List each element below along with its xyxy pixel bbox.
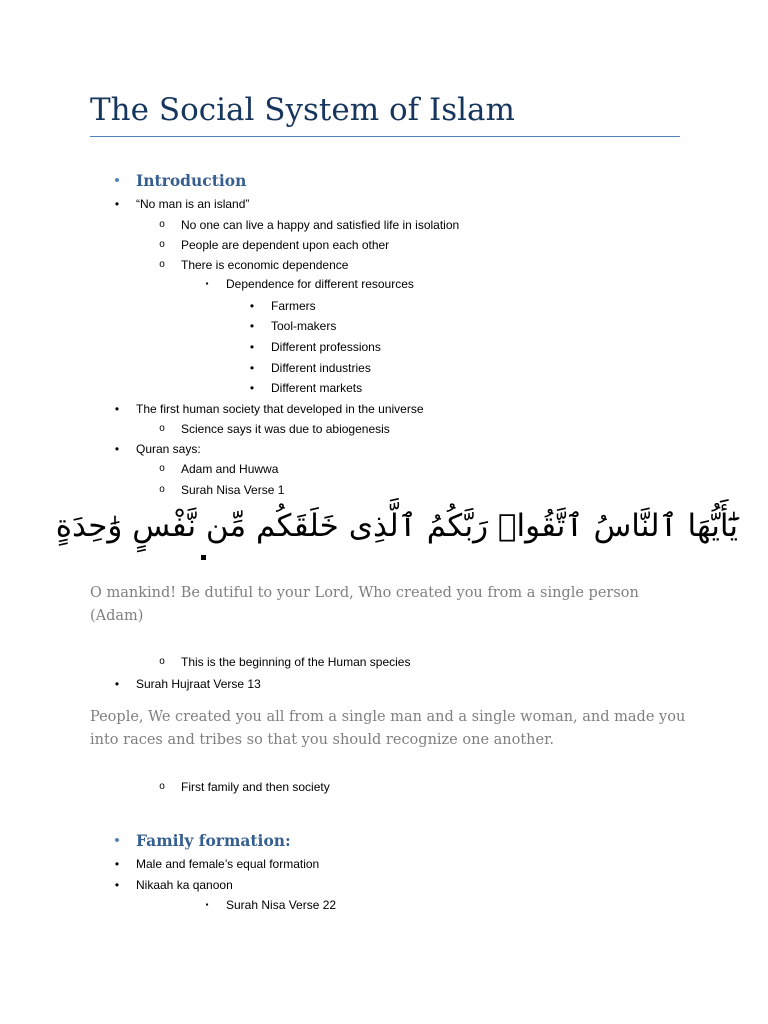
bullet-disc: • [114, 832, 120, 849]
heading-text: Introduction [136, 171, 247, 190]
list-item-text: Dependence for different resources [226, 277, 414, 291]
list-item-text: People are dependent upon each other [181, 238, 390, 252]
bullet-circle: o [159, 656, 165, 667]
bullet-circle: o [159, 463, 165, 474]
list-item-text: Different professions [271, 340, 381, 354]
page-title: The Social System of Islam [90, 92, 515, 128]
bullet-disc: • [114, 197, 120, 211]
bullet-disc: • [249, 319, 255, 333]
list-item-text: This is the beginning of the Human species [181, 655, 411, 669]
bullet-square: ▪ [205, 900, 209, 909]
bullet-disc: • [114, 878, 120, 892]
list-item-text: “No man is an island” [136, 197, 250, 211]
list-item-text: Different industries [271, 361, 371, 375]
list-item-text: Surah Nisa Verse 22 [226, 898, 337, 912]
bullet-circle: o [159, 423, 165, 434]
arabic-verse: يَٰٓأَيُّهَا ٱلنَّاسُ ٱتَّقُوا۟ رَبَّكُمُ ٱلَّذِى خَلَقَكُم مِّن نَّفْسٍ وَٰحِدَةٍ [55, 508, 738, 544]
list-item-text: Farmers [271, 299, 316, 313]
bullet-disc: • [249, 361, 255, 375]
list-item-text: Science says it was due to abiogenesis [181, 422, 390, 436]
list-item-text: There is economic dependence [181, 258, 349, 272]
list-item-text: Different markets [271, 381, 363, 395]
title-underline [90, 136, 680, 137]
bullet-disc: • [114, 442, 120, 456]
bullet-disc: • [249, 340, 255, 354]
bullet-circle: o [159, 781, 165, 792]
list-item-text: Nikaah ka qanoon [136, 878, 233, 892]
bullet-circle: o [159, 259, 165, 270]
list-item-text: First family and then society [181, 780, 330, 794]
list-item-text: Tool-makers [271, 319, 337, 333]
list-item-text: No one can live a happy and satisfied life in isolation [181, 218, 460, 232]
bullet-disc: • [249, 299, 255, 313]
list-item-text: Male and female’s equal formation [136, 857, 320, 871]
bullet-disc: • [114, 402, 120, 416]
list-item-text: Surah Hujraat Verse 13 [136, 677, 261, 691]
bullet-disc: • [114, 677, 120, 691]
list-item-text: Quran says: [136, 442, 201, 456]
bullet-disc: • [249, 381, 255, 395]
bullet-disc: • [114, 857, 120, 871]
bullet-circle: o [159, 219, 165, 230]
verse-translation: O mankind! Be dutiful to your Lord, Who created you from a single person (Adam) [90, 585, 639, 624]
list-item-text: Surah Nisa Verse 1 [181, 483, 285, 497]
list-item-text: Adam and Huwwa [181, 462, 279, 476]
verse-translation: People, We created you all from a single man and a single woman, and made you into races and tribes so that you should recognize one another. [90, 709, 686, 748]
bullet-disc: • [114, 172, 120, 189]
list-item-text: The first human society that developed in the universe [136, 402, 424, 416]
stray-bullet-dot [201, 555, 206, 560]
bullet-square: ▪ [205, 279, 209, 288]
bullet-circle: o [159, 239, 165, 250]
bullet-circle: o [159, 484, 165, 495]
heading-text: Family formation: [136, 831, 291, 850]
